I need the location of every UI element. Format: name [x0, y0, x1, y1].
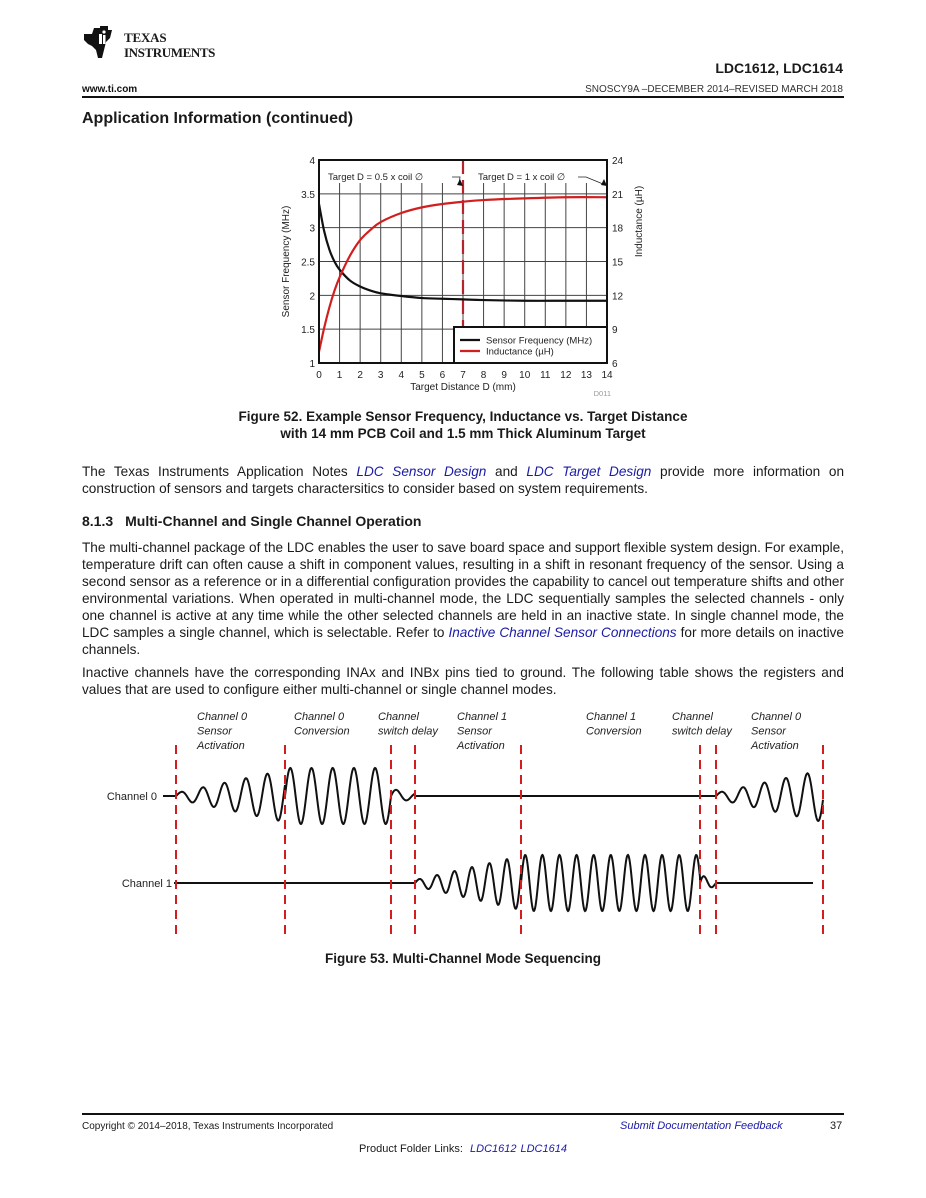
x-tick-label: 3 [377, 370, 384, 381]
x-tick-label: 13 [580, 370, 592, 381]
y-right-tick-label: 21 [612, 189, 624, 201]
y-right-tick-label: 24 [612, 156, 624, 167]
phase-label: Activation [197, 740, 245, 752]
phase-label: switch delay [378, 725, 438, 738]
phase-label: Sensor [197, 725, 232, 738]
chart-watermark: D011 [593, 389, 611, 398]
submit-feedback-link[interactable]: Submit Documentation Feedback [620, 1120, 783, 1132]
subsection-heading [82, 513, 422, 529]
intro-text-middle: and [486, 464, 527, 479]
header-divider [82, 96, 844, 98]
channel-1-waveform [174, 855, 813, 911]
phase-label: Channel 1 [586, 711, 637, 723]
chart-legend [454, 327, 607, 363]
phase-label: switch delay [672, 725, 732, 738]
y-tick-label: 2.5 [301, 257, 315, 269]
copyright-text: Copyright © 2014–2018, Texas Instruments Incorporated [82, 1121, 334, 1132]
y-tick-label: 1 [309, 359, 315, 370]
multichannel-paragraph [82, 539, 844, 658]
document-title: LDC1612, LDC1614 [715, 60, 843, 76]
x-tick-label: 8 [480, 370, 487, 381]
channel-1-label: Channel 1 [121, 878, 172, 890]
product-folder-links [0, 1143, 926, 1155]
x-tick-label: 0 [316, 370, 322, 381]
x-tick-label: 7 [460, 370, 466, 381]
figure-52-caption [82, 408, 844, 442]
phase-label: Channel 1 [457, 711, 508, 723]
phase-label: Sensor [457, 725, 492, 738]
y-right-tick-label: 15 [612, 257, 624, 269]
ldc-sensor-design-link[interactable]: LDC Sensor Design [356, 464, 487, 479]
phase-label: Conversion [586, 725, 642, 738]
phase-label: Channel 0 [294, 711, 345, 723]
channel-0-waveform [163, 768, 823, 824]
y-tick-label: 2 [309, 291, 315, 303]
y-right-tick-label: 6 [612, 359, 618, 370]
phase-label: Activation [457, 740, 505, 752]
phase-label: Channel 0 [751, 711, 802, 723]
inactive-channels-paragraph: Inactive channels have the corresponding INAx and INBx pins tied to ground. The following table shows the registers and values that are used to configure either multi-channel or single channel modes. [82, 665, 844, 697]
product-link-ldc1614[interactable]: LDC1614 [520, 1143, 567, 1155]
frequency-inductance-chart [270, 150, 650, 400]
y-tick-label: 4 [309, 156, 315, 167]
annotation-label: Target D = 1 x coil ∅ [478, 172, 566, 183]
phase-label: Sensor [751, 725, 786, 738]
website-link[interactable]: www.ti.com [82, 84, 138, 95]
inactive-channel-link[interactable]: Inactive Channel Sensor Connections [448, 625, 677, 640]
legend-label: Sensor Frequency (MHz) [486, 335, 593, 347]
ldc-target-design-link[interactable]: LDC Target Design [526, 464, 652, 479]
figure-52-caption-line1: Figure 52. Example Sensor Frequency, Inductance vs. Target Distance [238, 409, 688, 424]
phase-label: Channel [378, 711, 419, 723]
x-tick-label: 11 [540, 370, 551, 381]
product-link-ldc1612[interactable]: LDC1612 [470, 1143, 517, 1155]
ti-logo-icon [82, 24, 122, 62]
phase-label: Conversion [294, 725, 350, 738]
y-tick-label: 1.5 [301, 325, 315, 337]
annotation-label: Target D = 0.5 x coil ∅ [328, 172, 424, 183]
y-right-tick-label: 18 [612, 223, 624, 235]
x-tick-label: 6 [439, 370, 446, 381]
x-tick-label: 4 [398, 370, 405, 381]
page-number: 37 [830, 1120, 843, 1132]
phase-label: Activation [751, 740, 799, 752]
section-heading: Application Information (continued) [82, 110, 354, 127]
legend-label: Inductance (µH) [486, 346, 554, 358]
paragraph1-text-after: for more details on inactive channels. [82, 625, 844, 657]
footer-divider [82, 1113, 844, 1115]
channel-0-label: Channel 0 [106, 791, 157, 803]
subsection-title: Multi-Channel and Single Channel Operation [125, 513, 422, 529]
document-id: SNOSCY9A –DECEMBER 2014–REVISED MARCH 2018 [585, 84, 843, 95]
logo-text-line2: INSTRUMENTS [124, 45, 215, 60]
x-tick-label: 1 [336, 370, 343, 381]
phase-label: Channel 0 [197, 711, 248, 723]
phase-label: Channel [672, 711, 713, 723]
x-tick-label: 5 [419, 370, 425, 381]
intro-text-after: provide more information on construction of sensors and targets charactersitics to consider based on system requirements. [82, 464, 845, 496]
intro-paragraph [82, 463, 844, 497]
y-axis-label: Sensor Frequency (MHz) [281, 205, 292, 318]
x-tick-label: 10 [519, 370, 531, 381]
y-right-tick-label: 9 [612, 325, 618, 337]
x-axis-label: Target Distance D (mm) [410, 382, 516, 393]
x-tick-label: 9 [501, 370, 507, 381]
y-right-tick-label: 12 [612, 291, 624, 303]
y-tick-label: 3.5 [301, 189, 315, 201]
logo-text-line1: TEXAS [124, 30, 167, 45]
figure-53-caption: Figure 53. Multi-Channel Mode Sequencing [324, 951, 602, 966]
x-tick-label: 2 [357, 370, 363, 381]
ti-logo [82, 24, 227, 64]
y-tick-label: 3 [309, 223, 315, 235]
multichannel-sequencing-diagram [90, 700, 840, 950]
intro-text-before: The Texas Instruments Application Notes [82, 464, 357, 479]
x-tick-label: 14 [601, 370, 613, 381]
figure-52-caption-line2: with 14 mm PCB Coil and 1.5 mm Thick Aluminum Target [280, 426, 646, 441]
subsection-number: 8.1.3 [82, 513, 114, 529]
y-right-axis-label: Inductance (µH) [634, 185, 645, 258]
paragraph1-text: The multi-channel package of the LDC enables the user to save board space and support flexible system design. For example, temperature drift can often cause a shift in component values, resulting in a shift in resonant frequency of the sensor. Using a second sensor as a reference or in a differential configuration provides the capability to cancel out temperature shifts and other environmental variations. When operated in multi-channel mode, the LDC sequentially samples the selected channels - only one channel is active at any time while the other selected channels are held in an inactive state. In single channel mode, the LDC samples a single channel, which is selectable. Refer to [82, 540, 844, 640]
x-tick-label: 12 [560, 370, 572, 381]
product-folder-label: Product Folder Links: [359, 1143, 467, 1155]
